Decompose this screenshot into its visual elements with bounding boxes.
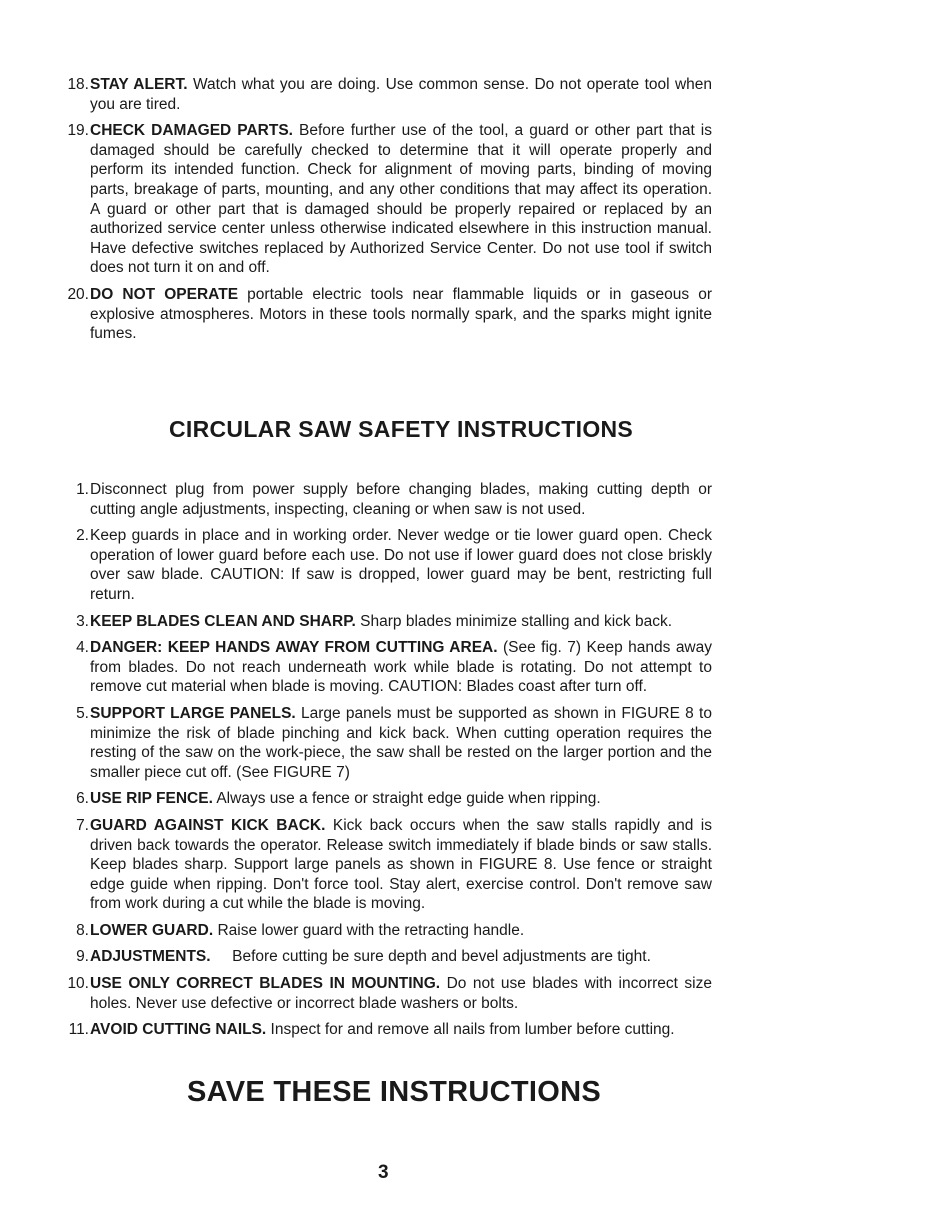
item-text: Watch what you are doing. Use common sense. Do not operate tool when you are tired. [90,76,713,113]
item-text: Do not use blades with incorrect size holes. Never use defective or incorrect blade washers or bolts. [90,975,712,1012]
item-number: 1. [76,481,89,498]
item-lead: GUARD AGAINST KICK BACK. [90,816,326,834]
item-number: 5. [76,704,89,722]
list-item [62,921,712,941]
item-text: Before further use of the tool, a guard or other part that is damaged should be carefully checked to determine that it will operate properly and perform its intended function. Check for alignment of moving parts, binding of moving parts, breakage of parts, mounting, and any other conditions that may affect its operation. A guard or other part that is damaged should be properly repaired or replaced by an authorized service center unless otherwise indicated elsewhere in this instruction manual. Have defective switches replaced by Authorized Service Center. Do not use tool if switch does not turn it on and off. [90,122,712,277]
item-number: 2. [76,527,89,545]
item-text: Raise lower guard with the retracting handle. [213,921,525,939]
item-number: 11. [68,1021,89,1039]
item-text: Kick back occurs when the saw stalls rapidly and is driven back towards the operator. Release switch immediately if blade binds or saw stalls. Keep blades sharp. Support large panels as shown in FIGURE 8. Use fence or straight edge guide when ripping. Don't force tool. Stay alert, exercise control. Don't remove saw from work during a cut while the blade is moving. [90,816,712,913]
list-item [62,704,712,782]
list-item [62,974,712,1013]
item-text: Sharp blades minimize stalling and kick back. [355,612,673,630]
page-number: 3 [378,1162,389,1183]
item-lead: USE RIP FENCE. [90,790,213,808]
item-lead: SUPPORT LARGE PANELS. [90,704,296,722]
list-item [62,1020,712,1040]
list-item [62,75,712,114]
list-item [62,480,712,519]
general-safety-rules-list [62,75,712,351]
item-text: Inspect for and remove all nails from lumber before cutting. [266,1021,675,1039]
list-item [62,816,712,914]
item-number: 8. [76,921,89,939]
list-item [62,638,712,697]
item-number: 4. [76,639,89,657]
list-item [62,121,712,278]
item-text: Disconnect plug from power supply before changing blades, making cutting depth or cutting angle adjustments, inspecting, cleaning or when saw is not used. [90,481,712,518]
item-text: Keep guards in place and in working order. Never wedge or tie lower guard open. Check operation of lower guard before each use. Do not use if lower guard does not close briskly over saw blade. CAUTION: If saw is dropped, lower guard may be bent, restricting full return. [90,527,712,603]
item-number: 10. [67,975,89,993]
item-text: Before cutting be sure depth and bevel adjustments are tight. [210,948,651,966]
item-lead: STAY ALERT. [90,76,188,93]
item-number: 6. [76,790,89,808]
item-lead: ADJUSTMENTS. [90,948,211,966]
item-text: Large panels must be supported as shown in FIGURE 8 to minimize the risk of blade pinching and kick back. When cutting operation requires the resting of the saw on the work-piece, the saw shall be rested on the larger portion and the smaller piece cut off. (See FIGURE 7) [90,704,712,781]
item-number: 9. [76,948,89,966]
item-lead: KEEP BLADES CLEAN AND SHARP. [90,612,356,630]
list-item [62,947,712,967]
item-number: 18. [67,76,89,93]
item-lead: DO NOT OPERATE [90,285,239,303]
save-instructions-heading: SAVE THESE INSTRUCTIONS [187,1076,602,1108]
list-item [62,612,712,632]
item-number: 20. [67,285,89,303]
item-number: 3. [76,612,89,630]
item-number: 19. [67,122,89,140]
item-text: Always use a fence or straight edge guide when ripping. [212,790,601,808]
item-lead: DANGER: KEEP HANDS AWAY FROM CUTTING AREA. [90,639,498,657]
item-lead: USE ONLY CORRECT BLADES IN MOUNTING. [90,975,441,993]
item-lead: CHECK DAMAGED PARTS. [90,122,293,140]
item-lead: AVOID CUTTING NAILS. [90,1021,267,1039]
item-text: (See fig. 7) Keep hands away from blades. Do not reach underneath work while blade is rotating. Do not attempt to remove cut material when blade is moving. CAUTION: Blades coast after turn off. [90,639,712,696]
section-heading-circular-saw: CIRCULAR SAW SAFETY INSTRUCTIONS [169,416,634,442]
item-text: portable electric tools near flammable liquids or in gaseous or explosive atmospheres. Motors in these tools normally spark, and the sparks might ignite fumes. [90,285,712,343]
item-lead: LOWER GUARD. [90,921,214,939]
list-item [62,789,712,809]
item-number: 7. [76,816,89,834]
list-item [62,526,712,604]
list-item [62,285,712,344]
circular-saw-rules-list [62,480,712,1047]
